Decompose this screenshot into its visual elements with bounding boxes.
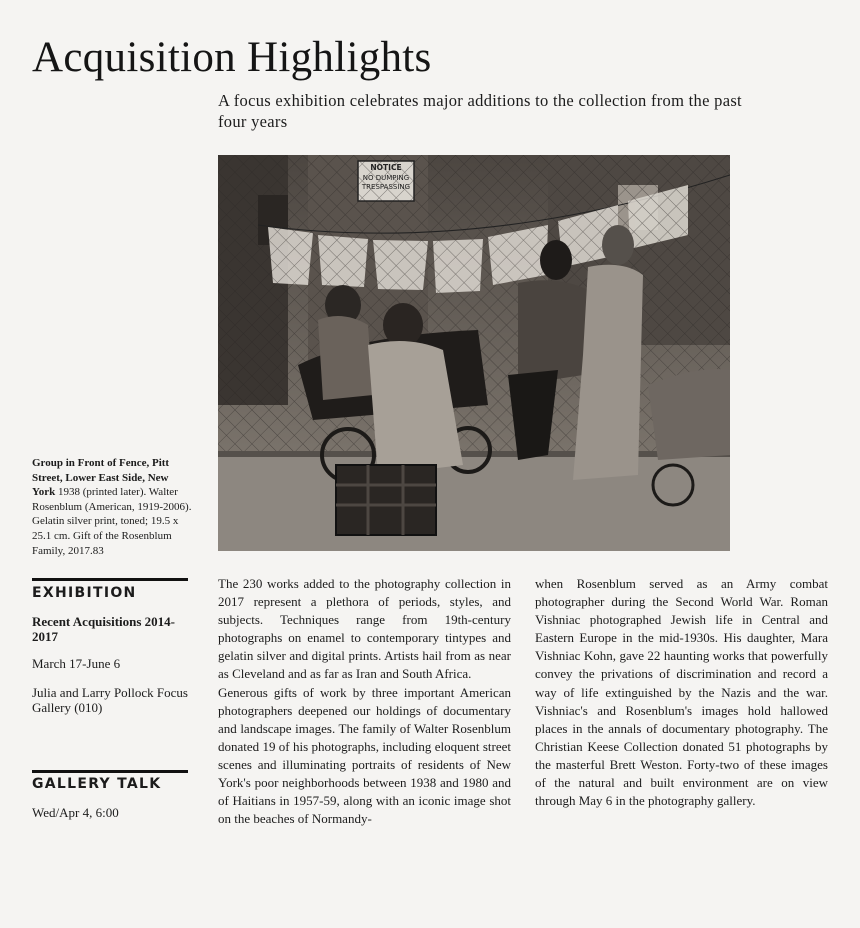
article-paragraph-1: The 230 works added to the photography collection in 2017 represent a plethora of periods, styles, and subjects. Techniques range from 19th-century photographs on enamel to contemporary tintypes and gelatin silver and digital prints. Artists hail from as near as Cleveland and as far as Iran and South Africa. <box>218 576 511 682</box>
photo-caption <box>32 456 194 558</box>
article-column-2 <box>535 575 828 810</box>
gallery-talk-heading: GALLERY TALK <box>32 776 162 792</box>
exhibition-venue: Julia and Larry Pollock Focus Gallery (010) <box>32 685 188 715</box>
gallery-talk-time: Wed/Apr 4, 6:00 <box>32 805 119 820</box>
exhibition-name: Recent Acquisitions 2014-2017 <box>32 614 175 644</box>
gallery-talk-rule <box>32 770 188 773</box>
page-title: Acquisition Highlights <box>32 34 432 81</box>
exhibition-rule <box>32 578 188 581</box>
article-column-1 <box>218 575 511 828</box>
exhibition-dates: March 17-June 6 <box>32 656 121 671</box>
article-paragraph-2: Generous gifts of work by three important American photographers deepened our holdings of documentary and landscape images. The family of Walter Rosenblum donated 19 of his photographs, including eloquent street scenes and illuminating portraits of residents of New York's poor neighborhoods between 1938 and 1980 and of Haitians in 1957-59, along with an iconic image shot on the beaches of Normandy- <box>218 684 511 827</box>
caption-title: Group in Front of Fence, Pitt Street, Lower East Side, New York <box>32 457 170 499</box>
page-subtitle: A focus exhibition celebrates major additions to the collection from the past four years <box>218 91 742 131</box>
article-paragraph-3: when Rosenblum served as an Army combat photographer during the Second World War. Roman Vishniac photographed Jewish life in Central and Eastern Europe in the mid-1930s. His daughter, Mara Vishniac Kohn, gave 22 haunting works that powerfully convey the privations of discrimination and record a way of life extinguished by the Nazis and the war. Vishniac's and Rosenblum's images hold hallowed places in the annals of documentary photography. The Christian Keese Collection donated 51 photographs by the masterful Brett Weston. Forty-two of these images of the natural and built environment are on view through May 6 in the photography gallery. <box>535 576 828 809</box>
exhibition-heading: EXHIBITION <box>32 585 137 601</box>
featured-photograph <box>218 155 730 551</box>
caption-details: 1938 (printed later). Walter Rosenblum (American, 1919-2006). Gelatin silver print, toned; 19.5 x 25.1 cm. Gift of the Rosenblum Family, 2017.83 <box>32 486 192 557</box>
